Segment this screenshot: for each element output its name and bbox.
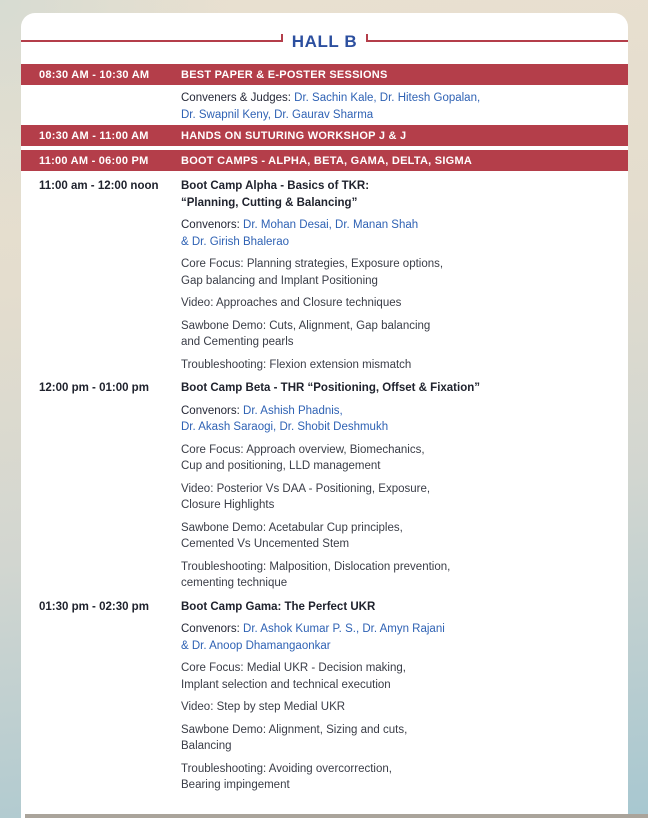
session-title: BOOT CAMPS - ALPHA, BETA, GAMA, DELTA, SIGMA — [181, 154, 473, 167]
doctor-names: Dr. Mohan Desai, Dr. Manan Shah — [243, 219, 419, 231]
slot-title: Boot Camp Alpha - Basics of TKR: “Planning, Cutting & Balancing” — [181, 180, 370, 209]
schedule-card — [21, 13, 628, 818]
slot-content — [181, 380, 628, 592]
bootcamp-slot-row — [21, 380, 628, 592]
doctor-names: Dr. Sachin Kale, Dr. Hitesh Gopalan, — [294, 92, 481, 104]
paragraph-text: Sawbone Demo: Cuts, Alignment, Gap balancing — [181, 319, 431, 332]
schedule-paragraph — [181, 621, 594, 654]
bootcamp-slot-row — [21, 178, 628, 373]
schedule-paragraph — [181, 442, 594, 475]
header-rule-right — [366, 40, 628, 42]
paragraph-text: Bearing impingement — [181, 779, 290, 791]
session-time: 11:00 AM - 06:00 PM — [39, 154, 149, 167]
paragraph-text: Video: Step by step Medial UKR — [181, 701, 346, 713]
paragraph-text: Implant selection and technical execution — [181, 678, 391, 691]
paragraph-text: Gap balancing and Implant Positioning — [181, 274, 378, 287]
paragraph-text: Core Focus: Medial UKR - Decision making, — [181, 662, 406, 674]
paragraph-text: cementing technique — [181, 577, 288, 589]
session-title: BEST PAPER & E-POSTER SESSIONS — [181, 68, 388, 81]
slot-time: 11:00 am - 12:00 noon — [39, 180, 159, 192]
paragraph-text: and Cementing pearls — [181, 336, 294, 348]
doctor-names: Dr. Ashish Phadnis, — [243, 404, 343, 417]
paragraph-text: Sawbone Demo: Alignment, Sizing and cuts, — [181, 723, 408, 736]
paragraph-text: Troubleshooting: Malposition, Dislocation prevention, — [181, 560, 451, 573]
session-header-bar — [21, 125, 628, 146]
page-bottom-edge — [25, 814, 648, 818]
paragraph-text: Video: Approaches and Closure techniques — [181, 297, 402, 309]
paragraph-label: Conveners & Judges: — [181, 92, 295, 104]
paragraph-text: Troubleshooting: Flexion extension mismatch — [181, 358, 412, 371]
schedule-paragraph — [181, 699, 594, 716]
slot-title: Boot Camp Gama: The Perfect UKR — [181, 600, 376, 613]
schedule-paragraph — [181, 660, 594, 693]
paragraph-label: Convenors: — [181, 219, 244, 231]
schedule-paragraph — [181, 318, 594, 351]
schedule-paragraph — [181, 520, 594, 553]
schedule-paragraph — [181, 90, 594, 123]
paragraph-text: Cup and positioning, LLD management — [181, 460, 381, 472]
slot-time: 01:30 pm - 02:30 pm — [39, 600, 149, 613]
session-header-bar — [21, 64, 628, 85]
session-details — [21, 85, 628, 125]
paragraph-text: Closure Highlights — [181, 499, 275, 511]
paragraph-text: Troubleshooting: Avoiding overcorrection, — [181, 762, 392, 775]
schedule-paragraph — [181, 761, 594, 794]
doctor-names: Dr. Swapnil Keny, Dr. Gaurav Sharma — [181, 108, 374, 121]
slot-title: Boot Camp Beta - THR “Positioning, Offset & Fixation” — [181, 382, 480, 394]
session-header-bar — [21, 150, 628, 171]
schedule-paragraph — [181, 217, 594, 250]
schedule-paragraph — [181, 403, 594, 436]
slot-content — [181, 599, 628, 794]
bootcamp-slot-row — [21, 599, 628, 794]
hall-title: HALL B — [291, 31, 358, 51]
paragraph-text: Core Focus: Planning strategies, Exposure options, — [181, 258, 444, 270]
doctor-names: Dr. Akash Saraogi, Dr. Shobit Deshmukh — [181, 421, 389, 433]
schedule-paragraph — [181, 256, 594, 289]
slot-time: 12:00 pm - 01:00 pm — [39, 382, 149, 394]
doctor-names: Dr. Ashok Kumar P. S., Dr. Amyn Rajani — [243, 623, 445, 635]
time-spacer — [21, 90, 181, 123]
header-rule-left — [21, 40, 283, 42]
schedule-rows — [21, 64, 628, 794]
session-time: 10:30 AM - 11:00 AM — [39, 129, 149, 142]
doctor-names: & Dr. Girish Bhalerao — [181, 235, 290, 248]
session-time: 08:30 AM - 10:30 AM — [39, 68, 150, 81]
paragraph-label: Convenors: — [181, 404, 244, 417]
paragraph-text: Cemented Vs Uncemented Stem — [181, 538, 350, 550]
doctor-names: & Dr. Anoop Dhamangaonkar — [181, 639, 331, 652]
schedule-paragraph — [181, 481, 594, 514]
schedule-paragraph — [181, 722, 594, 755]
session-details-content — [181, 90, 628, 123]
paragraph-text: Balancing — [181, 740, 232, 752]
hall-header — [21, 27, 628, 55]
paragraph-label: Convenors: — [181, 623, 244, 635]
paragraph-text: Sawbone Demo: Acetabular Cup principles, — [181, 521, 403, 534]
schedule-paragraph — [181, 295, 594, 312]
schedule-paragraph — [181, 357, 594, 374]
slot-content — [181, 178, 628, 373]
paragraph-text: Core Focus: Approach overview, Biomechanics, — [181, 443, 425, 456]
paragraph-text: Video: Posterior Vs DAA - Positioning, Exposure, — [181, 482, 431, 495]
session-title: HANDS ON SUTURING WORKSHOP J & J — [181, 129, 407, 142]
schedule-paragraph — [181, 559, 594, 592]
